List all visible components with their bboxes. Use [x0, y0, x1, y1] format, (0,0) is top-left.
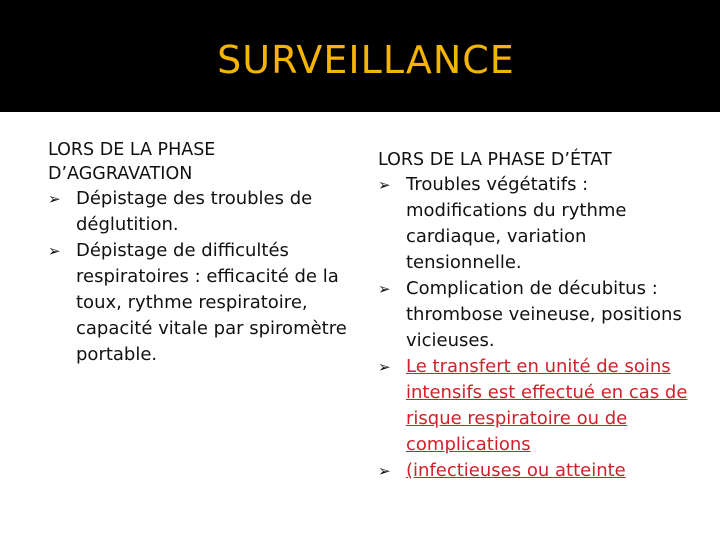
right-heading: LORS DE LA PHASE D’ÉTAT — [378, 150, 612, 170]
highlighted-link-text[interactable]: (infectieuses ou atteinte — [406, 460, 626, 481]
left-bullet-list — [48, 186, 348, 368]
slide-title: SURVEILLANCE — [217, 38, 515, 82]
arrow-right-icon: ➢ — [378, 358, 391, 376]
list-item — [378, 458, 688, 484]
title-bar — [0, 0, 720, 112]
left-heading: LORS DE LA PHASE D’AGGRAVATION — [48, 140, 216, 184]
list-item — [48, 238, 348, 368]
list-item-text: Dépistage de difficultés respiratoires : efficacité de la toux, rythme respiratoire, capacité vitale par spiromètre portable. — [76, 240, 347, 365]
list-item-text: Troubles végétatifs : modifications du rythme cardiaque, variation tensionnelle. — [406, 174, 627, 273]
list-item — [378, 172, 688, 276]
left-column — [48, 138, 348, 368]
list-item — [378, 276, 688, 354]
arrow-right-icon: ➢ — [378, 176, 391, 194]
list-item — [378, 354, 688, 458]
list-item — [48, 186, 348, 238]
right-column — [378, 148, 688, 484]
arrow-right-icon: ➢ — [378, 280, 391, 298]
list-item-text: Complication de décubitus : thrombose veineuse, positions vicieuses. — [406, 278, 682, 351]
right-bullet-list — [378, 172, 688, 484]
arrow-right-icon: ➢ — [48, 190, 61, 208]
highlighted-link-text[interactable]: Le transfert en unité de soins intensifs est effectué en cas de risque respiratoire ou de complications — [406, 356, 688, 455]
arrow-right-icon: ➢ — [378, 462, 391, 480]
list-item-text: Dépistage des troubles de déglutition. — [76, 188, 313, 235]
arrow-right-icon: ➢ — [48, 242, 61, 260]
